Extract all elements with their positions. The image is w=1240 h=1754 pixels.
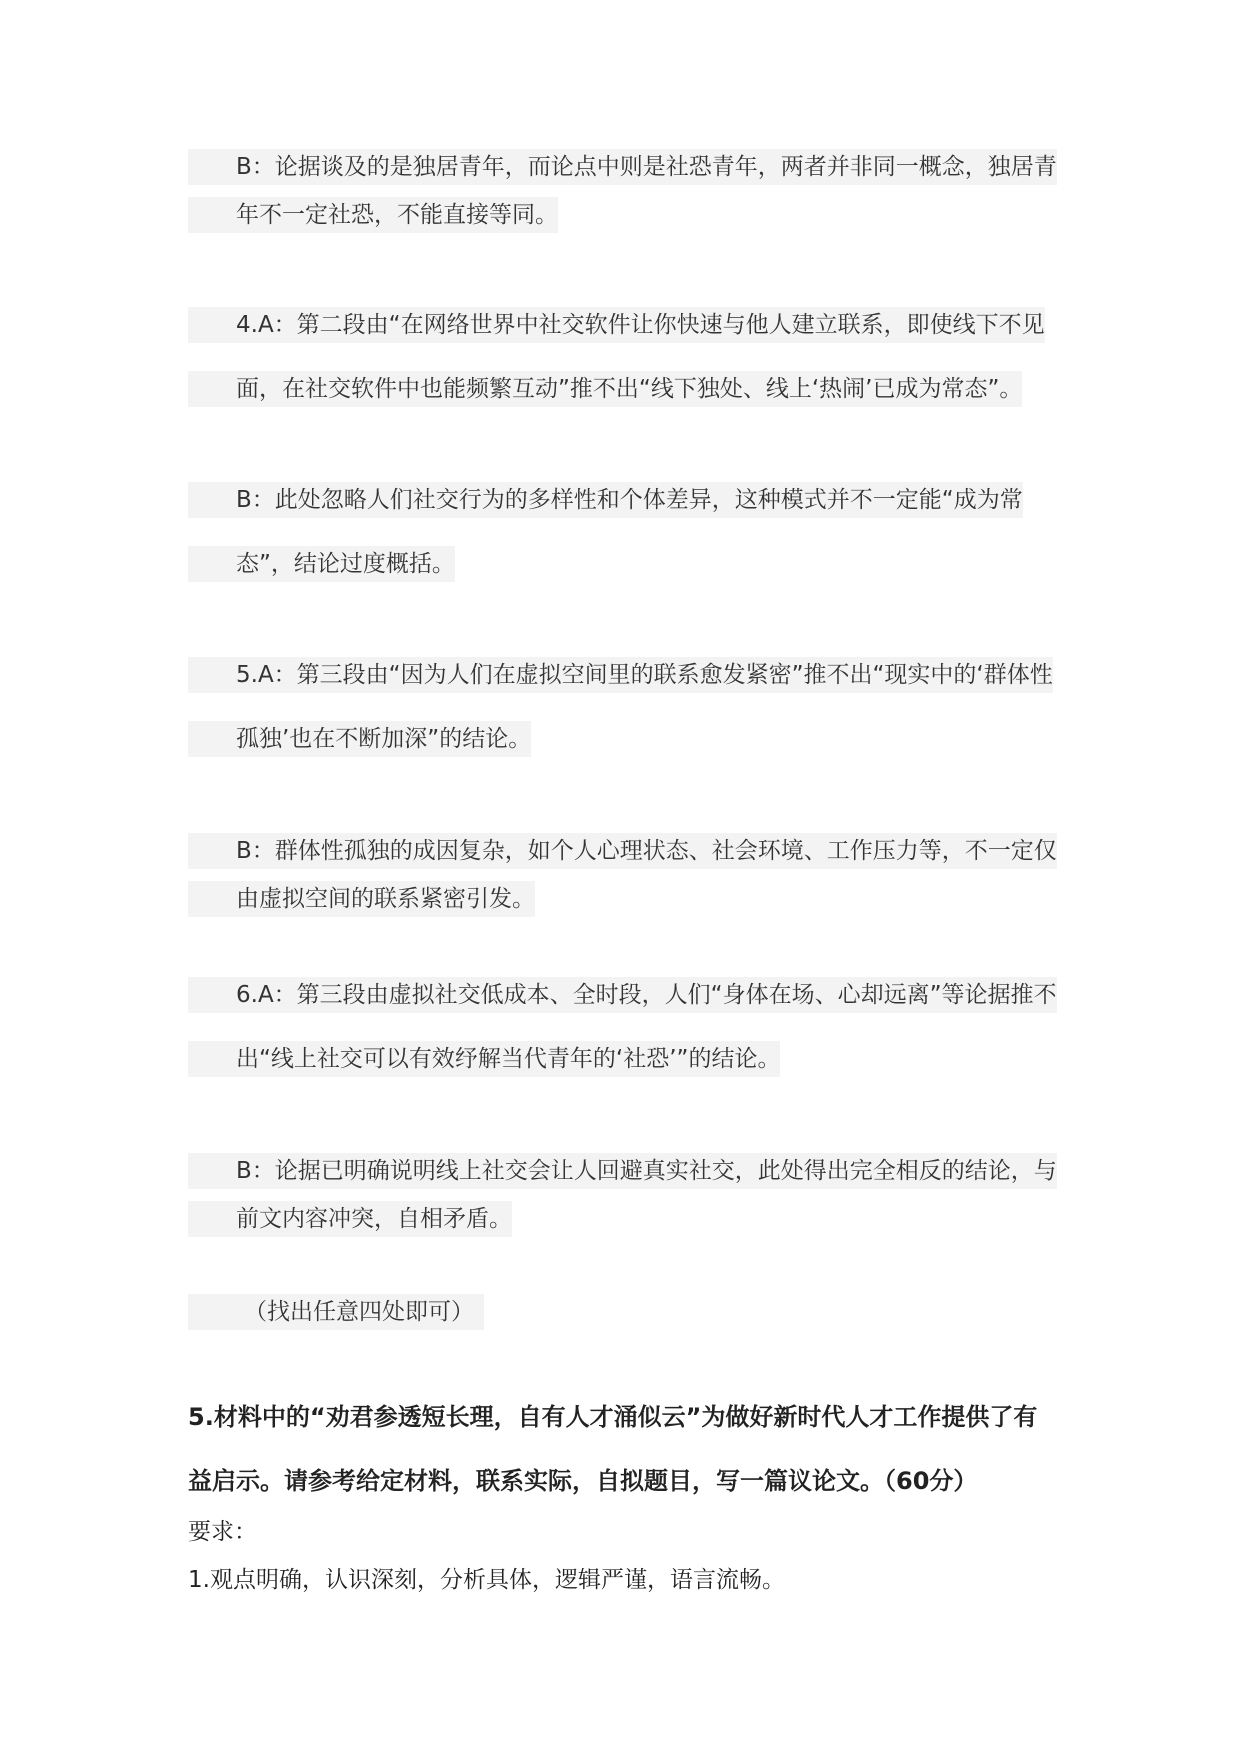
answer-text: B：论据谈及的是独居青年，而论点中则是社恐青年，两者并非同一概念，独居青年不一定社恐，不能直接等同。 [188,149,1057,233]
answer-item-4b [188,468,1058,596]
note-text: （找出任意四处即可） [188,1294,484,1330]
requirements-title: 要求： [188,1519,257,1545]
answer-item-6a [188,963,1058,1091]
answer-text: 4.A：第二段由“在网络世界中社交软件让你快速与他人建立联系，即使线下不见面，在社交软件中也能频繁互动”推不出“线下独处、线上‘热闹’已成为常态”。 [188,307,1045,407]
answer-text: B：群体性孤独的成因复杂，如个人心理状态、社会环境、工作压力等，不一定仅由虚拟空间的联系紧密引发。 [188,833,1057,917]
answer-text: 5.A：第三段由“因为人们在虚拟空间里的联系愈发紧密”推不出“现实中的‘群体性孤独’也在不断加深”的结论。 [188,657,1053,757]
answer-note [188,1288,1058,1336]
answer-item-6b [188,1147,1058,1243]
question-5: 5.材料中的“劝君参透短长理，自有人才涌似云”为做好新时代人才工作提供了有益启示。请参考给定材料，联系实际，自拟题目，写一篇议论文。（60分） [188,1403,1038,1495]
answer-item-4a [188,293,1058,421]
answer-text: B：此处忽略人们社交行为的多样性和个体差异，这种模式并不一定能“成为常态”，结论过度概括。 [188,482,1023,582]
answer-text: B：论据已明确说明线上社交会让人回避真实社交，此处得出完全相反的结论，与前文内容冲突，自相矛盾。 [188,1153,1057,1237]
answer-text: 6.A：第三段由虚拟社交低成本、全时段，人们“身体在场、心却远离”等论据推不出“线上社交可以有效纾解当代青年的‘社恐’”的结论。 [188,977,1057,1077]
answer-item-5b [188,827,1058,923]
answer-item-3b [188,143,1058,239]
answer-item-5a [188,643,1058,771]
requirement-1: 1.观点明确，认识深刻，分析具体，逻辑严谨，语言流畅。 [188,1567,785,1593]
